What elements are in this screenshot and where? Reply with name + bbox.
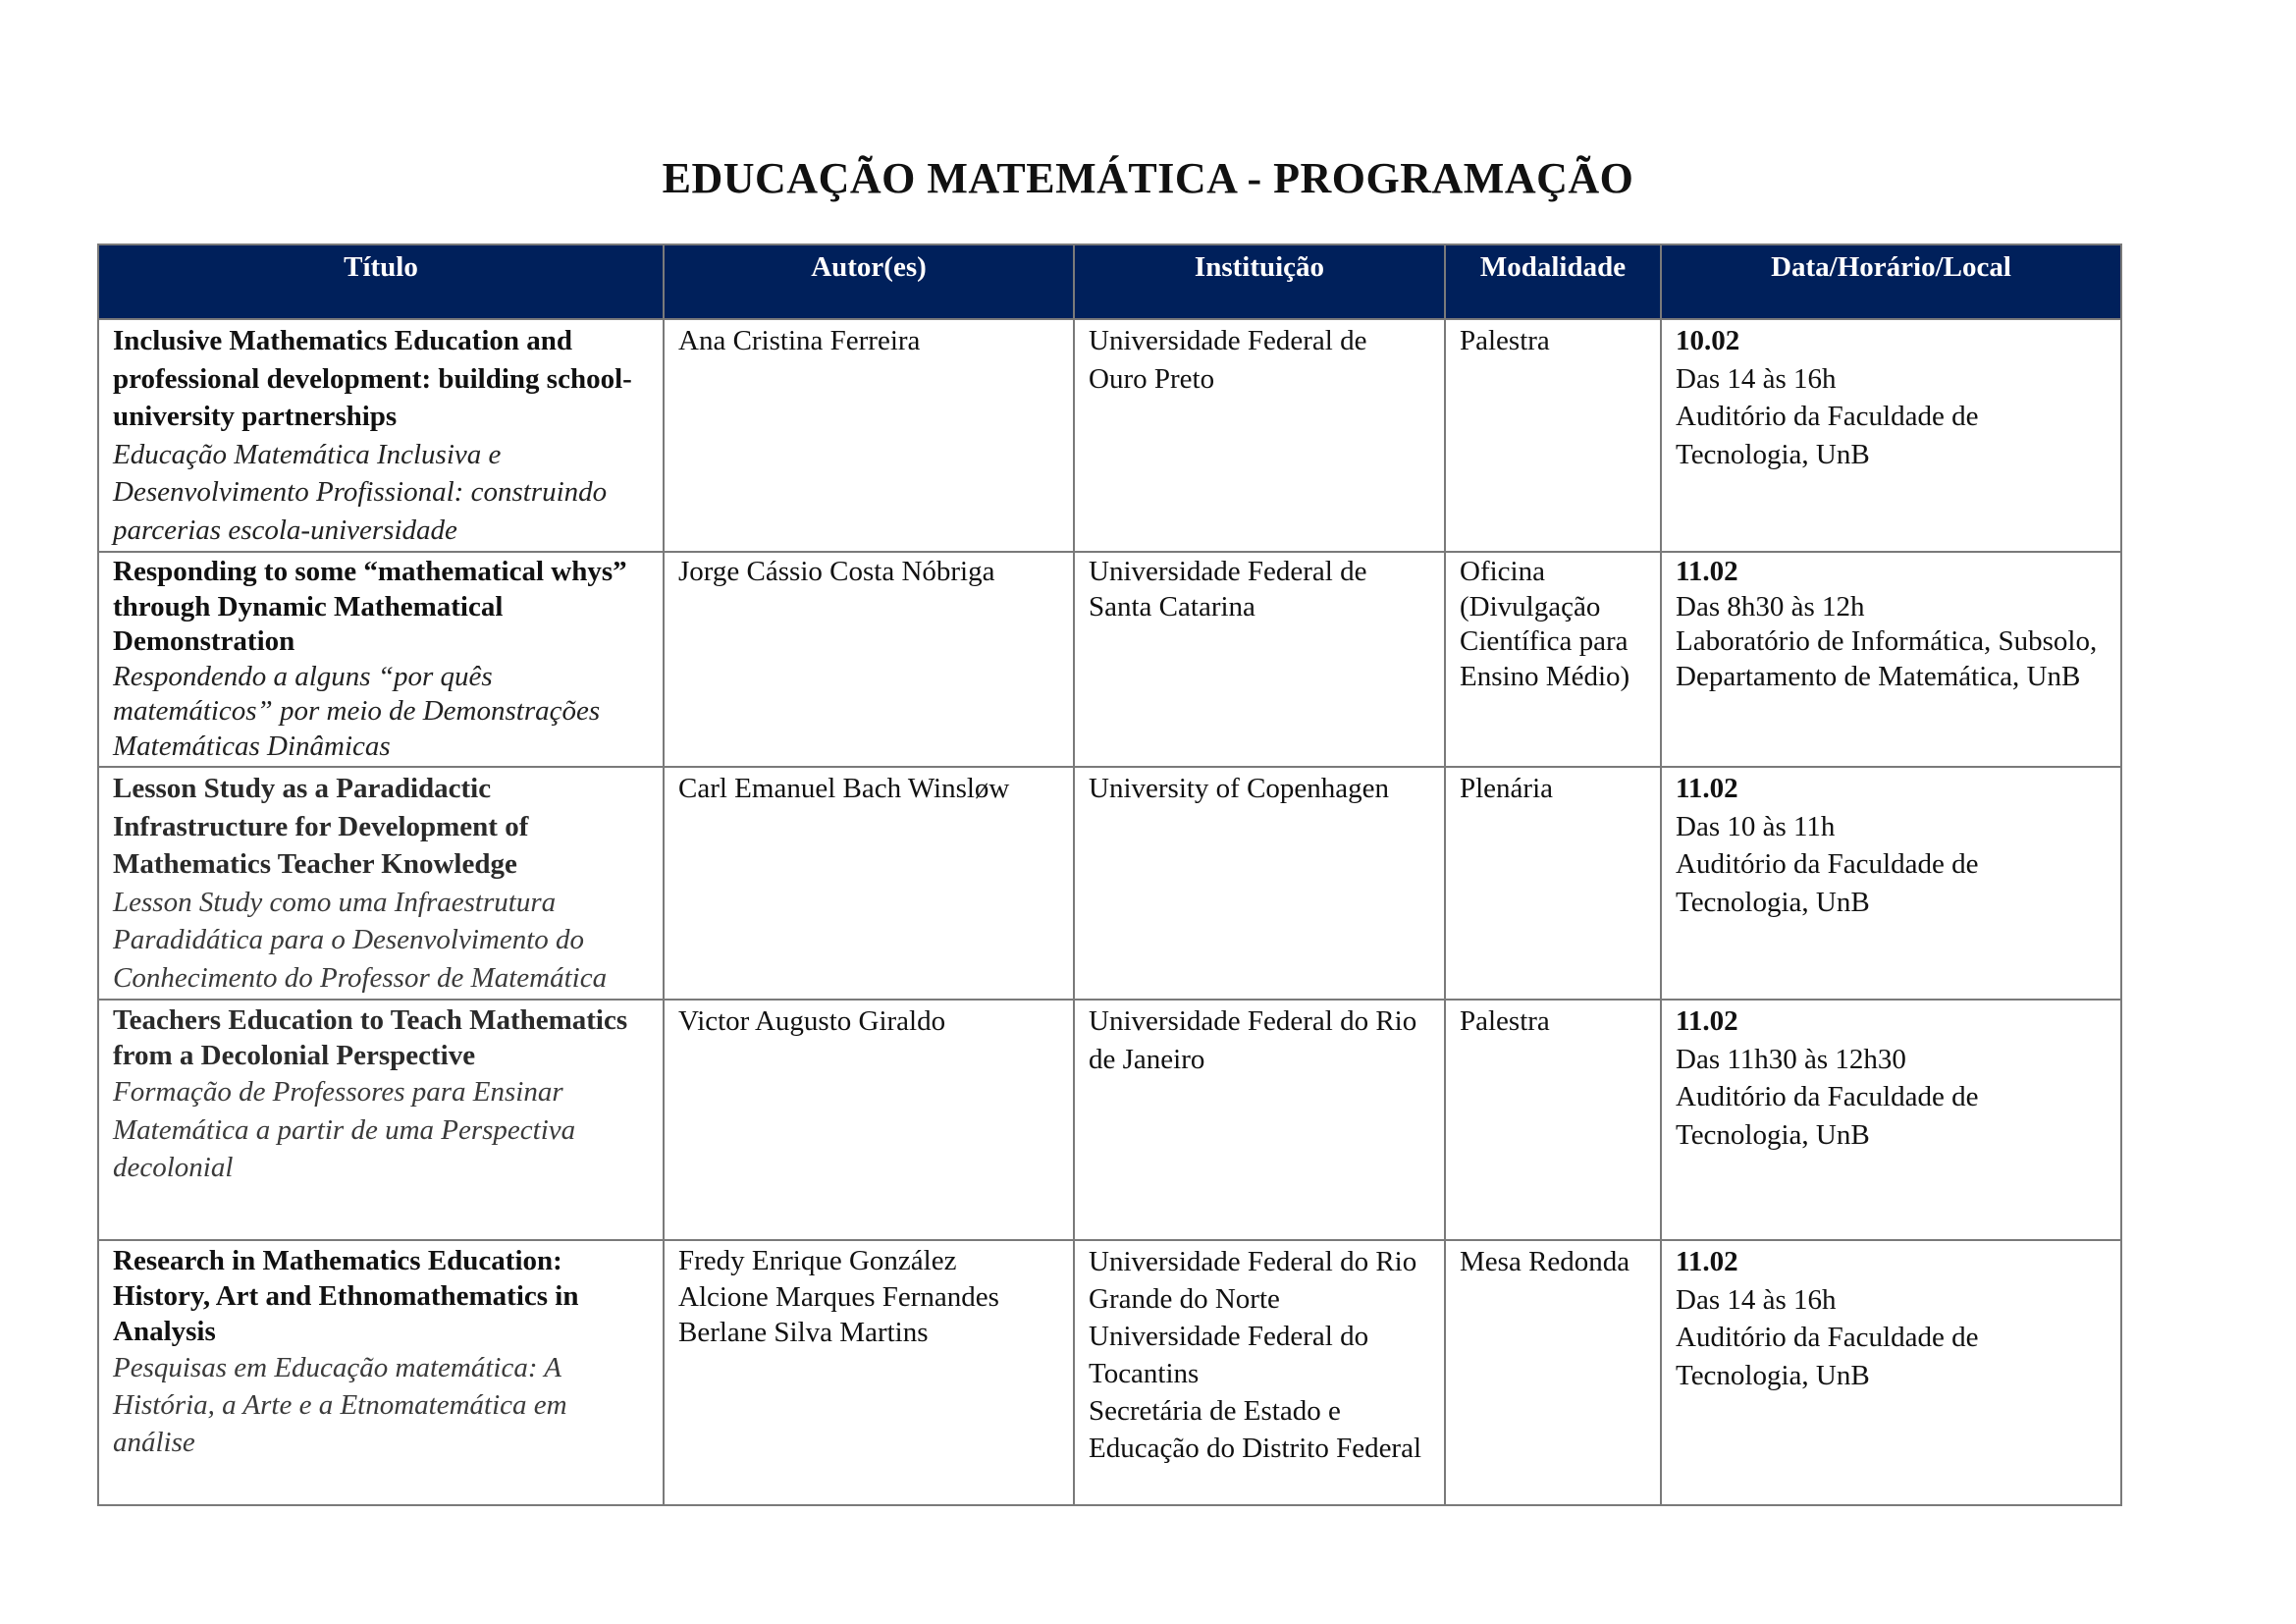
modality-cell (1445, 1000, 1661, 1240)
session-location: Auditório da Faculdade de Tecnologia, UnB (1676, 1081, 1979, 1151)
authors-cell (664, 1240, 1074, 1505)
modality-text: Mesa Redonda (1460, 1246, 1630, 1277)
institution-cell (1074, 552, 1445, 767)
institution-cell (1074, 1000, 1445, 1240)
table-row (98, 319, 2121, 552)
table-header-row (98, 244, 2121, 319)
session-date: 11.02 (1676, 1246, 1738, 1277)
institution-cell (1074, 1240, 1445, 1505)
title-cell (98, 552, 664, 767)
authors-cell (664, 552, 1074, 767)
schedule-table (97, 244, 2122, 1506)
author-name: Carl Emanuel Bach Winsløw (678, 773, 1010, 804)
column-header-modality: Modalidade (1445, 244, 1661, 319)
title-english: Teachers Education to Teach Mathematics from a Decolonial Perspective (113, 1004, 628, 1071)
session-time: Das 14 às 16h (1676, 362, 1837, 395)
institution-name: University of Copenhagen (1089, 773, 1390, 804)
title-english: Lesson Study as a Paradidactic Infrastructure for Development of Mathematics Teacher Knowledge (113, 773, 529, 880)
title-cell (98, 767, 664, 1000)
date-time-location-cell (1661, 767, 2121, 1000)
title-portuguese: Respondendo a alguns “por quês matemáticos” por meio de Demonstrações Matemáticas Dinâmicas (113, 660, 601, 762)
authors-cell (664, 319, 1074, 552)
session-time: Das 11h30 às 12h30 (1676, 1043, 1906, 1075)
session-location: Laboratório de Informática, Subsolo, (1676, 625, 2098, 657)
column-header-institution: Instituição (1074, 244, 1445, 319)
institution-cell (1074, 319, 1445, 552)
title-cell (98, 1240, 664, 1505)
title-english: Responding to some “mathematical whys” through Dynamic Mathematical Demonstration (113, 556, 627, 657)
author-name: Jorge Cássio Costa Nóbriga (678, 556, 995, 587)
modality-text: Palestra (1460, 1005, 1550, 1037)
table-row (98, 552, 2121, 767)
session-date: 11.02 (1676, 556, 1738, 587)
modality-text: Plenária (1460, 773, 1554, 804)
institution-name: Universidade Federal de Ouro Preto (1089, 325, 1367, 395)
author-name: Victor Augusto Giraldo (678, 1005, 946, 1037)
title-cell (98, 319, 664, 552)
session-location: Auditório da Faculdade de Tecnologia, UnB (1676, 401, 1979, 470)
page-title: EDUCAÇÃO MATEMÁTICA - PROGRAMAÇÃO (662, 154, 1634, 202)
modality-text: Palestra (1460, 325, 1550, 356)
modality-cell (1445, 552, 1661, 767)
date-time-location-cell (1661, 1000, 2121, 1240)
authors-cell (664, 767, 1074, 1000)
author-name: Fredy Enrique González (678, 1245, 957, 1276)
session-time: Das 14 às 16h (1676, 1283, 1837, 1316)
table-row (98, 767, 2121, 1000)
author-name: Alcione Marques Fernandes (678, 1280, 999, 1313)
modality-cell (1445, 319, 1661, 552)
institution-cell (1074, 767, 1445, 1000)
session-time: Das 8h30 às 12h (1676, 590, 1865, 623)
institution-name: Universidade Federal do Tocantins (1089, 1321, 1369, 1389)
session-location: Auditório da Faculdade de Tecnologia, UnB (1676, 1322, 1979, 1391)
title-cell (98, 1000, 664, 1240)
session-location: Departamento de Matemática, UnB (1676, 660, 2081, 692)
date-time-location-cell (1661, 552, 2121, 767)
institution-name: Universidade Federal do Rio de Janeiro (1089, 1005, 1417, 1075)
institution-name: Universidade Federal do Rio Grande do Norte (1089, 1246, 1417, 1315)
session-time: Das 10 às 11h (1676, 810, 1836, 842)
title-english: Inclusive Mathematics Education and professional development: building school-university partnerships (113, 325, 632, 432)
author-name: Ana Cristina Ferreira (678, 325, 921, 356)
table-row (98, 1000, 2121, 1240)
institution-name: Universidade Federal de Santa Catarina (1089, 556, 1367, 623)
title-portuguese: Lesson Study como uma Infraestrutura Paradidática para o Desenvolvimento do Conhecimento do Professor de Matemática (113, 886, 608, 994)
institution-name: Secretária de Estado e Educação do Distrito Federal (1089, 1395, 1422, 1464)
date-time-location-cell (1661, 319, 2121, 552)
column-header-authors: Autor(es) (664, 244, 1074, 319)
title-english: Research in Mathematics Education: History, Art and Ethnomathematics in Analysis (113, 1245, 579, 1347)
title-portuguese: Pesquisas em Educação matemática: A História, a Arte e a Etnomatemática em análise (113, 1352, 567, 1458)
modality-text: Oficina (Divulgação Científica para Ensino Médio) (1460, 556, 1630, 692)
table-row (98, 1240, 2121, 1505)
title-portuguese: Educação Matemática Inclusiva e Desenvolvimento Profissional: construindo parcerias escola-universidade (113, 438, 608, 546)
session-location: Auditório da Faculdade de Tecnologia, UnB (1676, 848, 1979, 918)
date-time-location-cell (1661, 1240, 2121, 1505)
session-date: 10.02 (1676, 325, 1740, 356)
session-date: 11.02 (1676, 773, 1738, 804)
session-date: 11.02 (1676, 1005, 1738, 1037)
column-header-date-time-location: Data/Horário/Local (1661, 244, 2121, 319)
author-name: Berlane Silva Martins (678, 1317, 929, 1348)
modality-cell (1445, 767, 1661, 1000)
column-header-title: Título (98, 244, 664, 319)
authors-cell (664, 1000, 1074, 1240)
modality-cell (1445, 1240, 1661, 1505)
title-portuguese: Formação de Professores para Ensinar Matemática a partir de uma Perspectiva decolonial (113, 1076, 576, 1183)
